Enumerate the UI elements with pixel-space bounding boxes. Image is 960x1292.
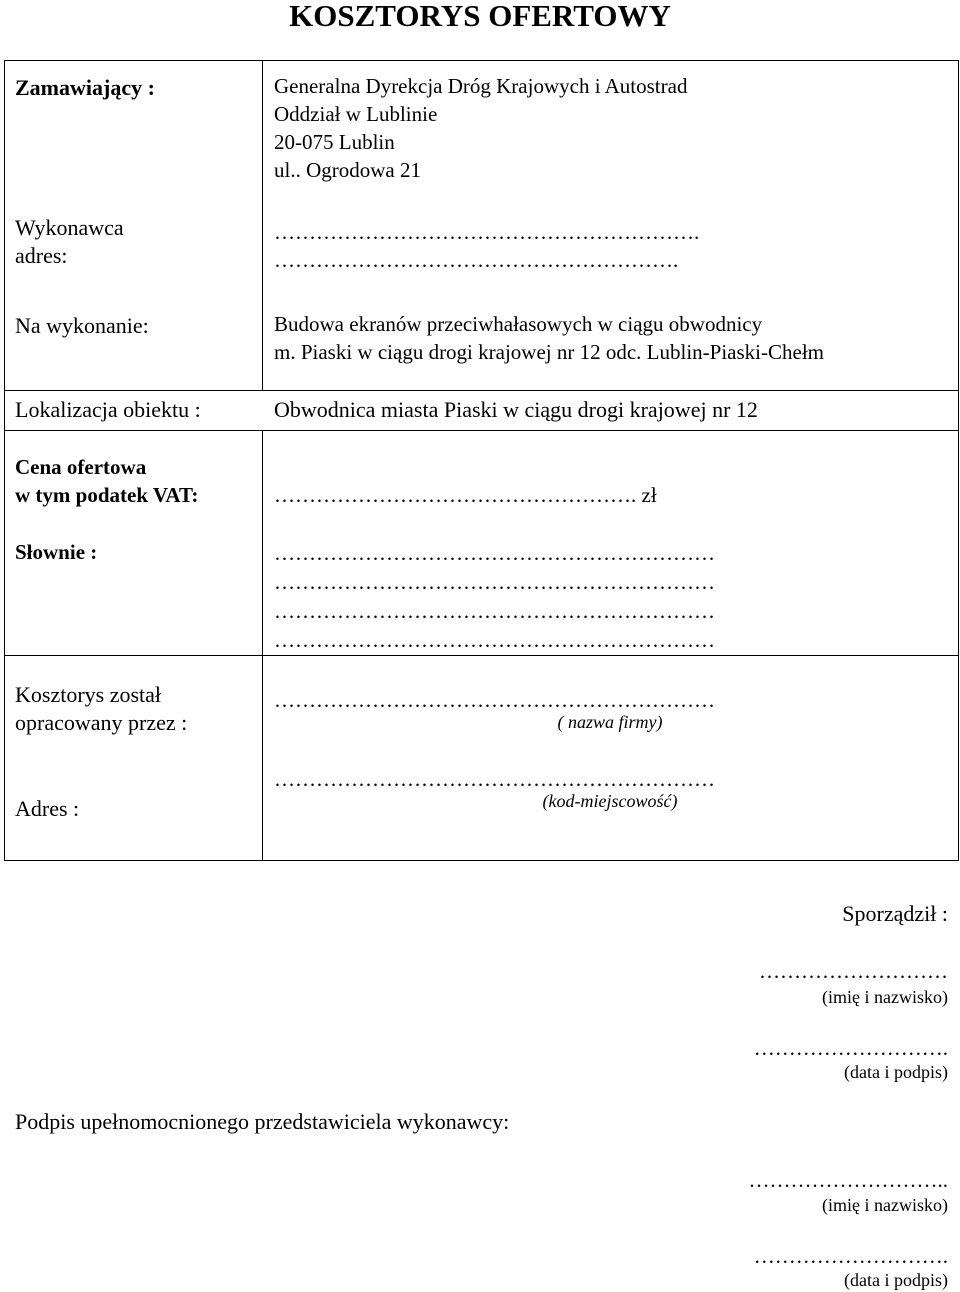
address-label: Adres :: [15, 796, 80, 821]
representative-date-field: ……………………….: [753, 1244, 948, 1268]
compiled-by-date-caption: (data i podpis): [844, 1062, 948, 1082]
contractor-address-label: adres:: [15, 243, 68, 268]
scope-label: Na wykonanie:: [15, 313, 149, 338]
prepared-by-label-line2: opracowany przez :: [15, 710, 188, 735]
address-caption: (kod-miejscowość): [542, 791, 678, 811]
address-field: ………………………………………………………: [274, 767, 715, 791]
representative-date-caption: (data i podpis): [844, 1270, 948, 1290]
compiled-by-label: Sporządził :: [842, 901, 948, 926]
location-value: Obwodnica miasta Piaski w ciągu drogi krajowej nr 12: [274, 397, 758, 422]
page-title: KOSZTORYS OFERTOWY: [289, 0, 671, 33]
company-name-caption: ( nazwa firmy): [557, 712, 663, 732]
form-table: [4, 60, 959, 861]
in-words-label: Słownie :: [15, 540, 98, 564]
price-vat-label: w tym podatek VAT:: [15, 483, 199, 507]
contractor-label: Wykonawca: [15, 215, 124, 240]
client-address-line1: 20-075 Lublin: [274, 130, 395, 154]
compiled-by-date-field: ……………………….: [753, 1036, 948, 1060]
in-words-line3: ………………………………………………………: [274, 599, 715, 623]
compiled-by-name-caption: (imię i nazwisko): [822, 987, 948, 1007]
client-name-line2: Oddział w Lublinie: [274, 102, 438, 126]
column-divider-top: [262, 60, 263, 390]
scope-line2: m. Piaski w ciągu drogi krajowej nr 12 odc. Lublin-Piaski-Chełm: [274, 340, 824, 364]
row-divider-location-top: [4, 390, 959, 391]
in-words-line1: ………………………………………………………: [274, 541, 715, 565]
representative-name-field: ………………………..: [748, 1168, 948, 1192]
row-divider-location-bottom: [4, 430, 959, 431]
row-divider-author: [4, 655, 959, 656]
contractor-field-line1: …………………………………………………….: [274, 220, 700, 244]
client-label: Zamawiający :: [15, 75, 155, 100]
in-words-line4: ………………………………………………………: [274, 628, 715, 652]
client-address-line2: ul.. Ogrodowa 21: [274, 158, 421, 182]
contractor-field-line2: ………………………………………………….: [274, 248, 679, 272]
price-field: ……………………………………………. zł: [274, 483, 657, 507]
prepared-by-label: Kosztorys został: [15, 682, 162, 707]
compiled-by-name-field: ………………………: [759, 959, 948, 983]
scope-line1: Budowa ekranów przeciwhałasowych w ciągu obwodnicy: [274, 312, 763, 336]
column-divider-bottom: [262, 430, 263, 861]
location-label: Lokalizacja obiektu :: [15, 397, 201, 422]
representative-signature-label: Podpis upełnomocnionego przedstawiciela wykonawcy:: [15, 1109, 510, 1134]
company-name-field: ………………………………………………………: [274, 688, 715, 712]
in-words-line2: ………………………………………………………: [274, 570, 715, 594]
representative-name-caption: (imię i nazwisko): [822, 1195, 948, 1215]
price-label: Cena ofertowa: [15, 455, 147, 479]
client-name-line1: Generalna Dyrekcja Dróg Krajowych i Autostrad: [274, 74, 688, 98]
